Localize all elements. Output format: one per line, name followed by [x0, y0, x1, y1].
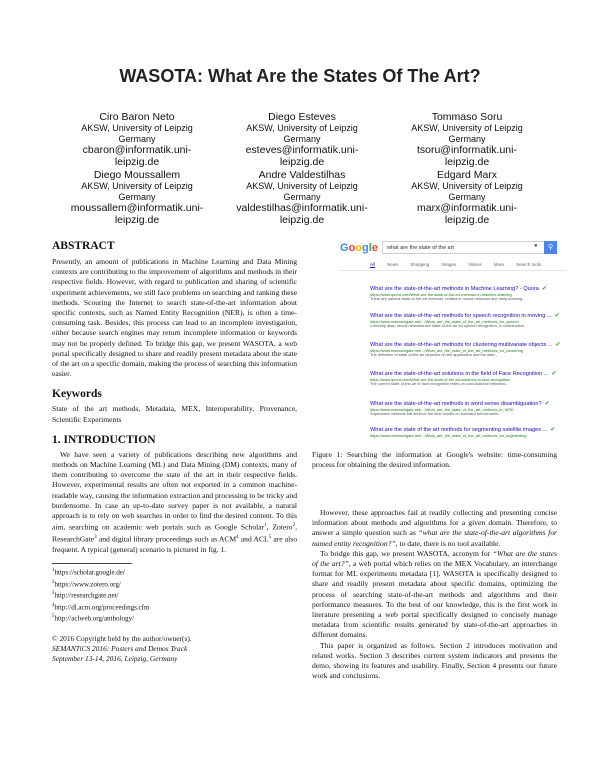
- abstract-heading: ABSTRACT: [52, 240, 115, 252]
- search-result: [370, 370, 557, 387]
- author-1: [52, 111, 222, 168]
- footnote-url[interactable]: http://researchgate.net/: [54, 591, 119, 600]
- result-title[interactable]: What are the state-of-the-art solutions in the field of Face Recognition ... ✔: [370, 371, 557, 377]
- author-6: [382, 169, 552, 226]
- tabs-divider: [340, 270, 566, 271]
- author-email: marx@informatik.uni-: [417, 202, 517, 214]
- date-line: September 13-14, 2016, Leipzig, Germany: [52, 654, 178, 664]
- author-email-domain: leipzig.de: [114, 156, 160, 168]
- paragraph: This paper is organized as follows. Section 2 introduces motivation and related works. Section 3 describes current system indicators and presents the demo, showing its features and usability. Finally, Section 4 presents our future work and conclusions.: [312, 640, 557, 681]
- author-affiliation: AKSW, University of Leipzig: [81, 123, 193, 133]
- footnote: $^3$http://researchgate.net/: [52, 591, 119, 600]
- search-result: [370, 426, 556, 438]
- author-name: Ciro Baron Neto: [99, 111, 175, 123]
- author-email: esteves@informatik.uni-: [245, 144, 359, 156]
- result-title[interactable]: What are the state-of-the-art methods for clustering multivariate objects ... ✔: [370, 342, 561, 348]
- check-icon: ✔: [541, 286, 547, 292]
- author-country: Germany: [283, 133, 321, 144]
- result-url: https://www.researchgate.net/.../What_are_the_state_of_the_art_methods_for_segmenting: [370, 433, 527, 438]
- result-snippet: There are various state-of-the-art methods, related to neural networks and deep learning...: [370, 296, 526, 301]
- result-url: https://www.researchgate.net/.../What_are_the_state_of_the_art_methods_for_speech: [370, 319, 519, 324]
- search-input[interactable]: what are the state of the art: [382, 241, 554, 254]
- footnote: $^2$https://www.zotero.org/: [52, 579, 121, 588]
- tab-more[interactable]: More: [493, 262, 505, 267]
- author-4: [52, 169, 222, 226]
- tab-all[interactable]: All: [370, 262, 376, 267]
- footnote: $^4$http://dl.acm.org/proceedings.cfm: [52, 602, 150, 612]
- google-search-bar: [340, 240, 566, 258]
- result-title[interactable]: What are the state of the art methods for segmenting satellite images ... ✔: [370, 427, 556, 433]
- author-affiliation: AKSW, University of Leipzig: [81, 181, 193, 191]
- result-snippet: The definition of state-of-the-art depends on the application and the data...: [370, 352, 498, 357]
- author-name: Diego Moussallem: [93, 169, 181, 181]
- microphone-icon[interactable]: ●: [534, 243, 538, 249]
- result-title[interactable]: What are the state-of-the-art methods for speech recognition in moving ... ✔: [370, 313, 560, 319]
- keywords-text: State of the art methods, Metadata, MEX, Interoperability, Provenance, Scientific Experiments: [52, 404, 297, 424]
- author-email: tsoru@informatik.uni-: [417, 144, 517, 156]
- footnote-url[interactable]: http://dl.acm.org/proceedings.cfm: [54, 603, 150, 612]
- footnote-rule: [52, 563, 132, 564]
- author-name: Edgard Marx: [436, 169, 498, 181]
- check-icon: ✔: [550, 427, 556, 433]
- search-result: [370, 341, 561, 358]
- author-email-domain: leipzig.de: [114, 214, 160, 226]
- tab-videos[interactable]: Videos: [468, 262, 482, 267]
- right-column-text: [312, 508, 557, 681]
- author-email: cbaron@informatik.uni-: [82, 144, 192, 156]
- tab-search-tools[interactable]: Search tools: [516, 262, 542, 267]
- author-country: Germany: [118, 133, 156, 144]
- result-url: https://www.researchgate.net/.../What_are_the_state_of_the_art_methods_for_clustering: [370, 348, 523, 353]
- search-result: [370, 312, 560, 329]
- search-icon: ⚲: [547, 243, 554, 251]
- footnote: $^1$https://scholar.google.de/: [52, 567, 125, 577]
- footnote-url[interactable]: https://scholar.google.de/: [54, 568, 125, 577]
- author-name: Tommaso Soru: [431, 111, 503, 123]
- author-email: valdestilhas@informatik.uni-: [236, 202, 368, 214]
- result-snippet: Currently deep neural networks are state-of-the-art for speech recognition, in combination...: [370, 323, 528, 328]
- search-tabs: [370, 262, 553, 267]
- result-title[interactable]: What are the state-of-the-art methods in Machine Learning? - Quora ✔: [370, 286, 547, 292]
- search-button[interactable]: [544, 241, 557, 254]
- check-icon: ✔: [555, 342, 561, 348]
- venue-line: SEMANTiCS 2016: Posters and Demos Track: [52, 644, 188, 654]
- author-affiliation: AKSW, University of Leipzig: [246, 181, 358, 191]
- check-icon: ✔: [544, 401, 550, 407]
- figure-1-google-screenshot: [312, 240, 570, 448]
- tab-images[interactable]: Images: [441, 262, 457, 267]
- copyright-block: [52, 634, 297, 664]
- result-url: https://www.quora.com/What-are-the-state-of-the-art-solutions-in-face-recognition: [370, 377, 510, 382]
- result-url: https://www.researchgate.net/.../What_are_the_state_of_the_art_methods_in_WSD: [370, 407, 514, 412]
- author-country: Germany: [118, 191, 156, 202]
- author-2: [217, 111, 387, 168]
- author-country: Germany: [448, 133, 486, 144]
- footnote-url[interactable]: http://aclweb.org/anthology/: [54, 614, 134, 623]
- keywords-heading: Keywords: [52, 388, 102, 401]
- author-country: Germany: [283, 191, 321, 202]
- abstract-text: Presently, an amount of publications in Machine Learning and Data Mining contexts are contributing to the improvement of algorithms and methods in their respective fields. However, with regard to publication and sharing of scientific experiment achievements, we still face problems on searching and ranking these methods. Scouring the Internet to search state-of-the-art information about specific contexts, such as Named Entity Recognition (NER), is often a time-consuming task. Besides, this process can lead to an incomplete investigation, either because search engines may return incomplete information or keywords may not be properly defined. To bridge this gap, we present WASOTA, a web portal specifically designed to share and readily present metadata about the state of the art on a specific domain, making the process of searching this information easier.: [52, 257, 297, 379]
- tab-shopping[interactable]: Shopping: [410, 262, 430, 267]
- introduction-heading: 1. INTRODUCTION: [52, 433, 156, 446]
- check-icon: ✔: [551, 371, 557, 377]
- copyright-line: © 2016 Copyright held by the author/owner(s).: [52, 634, 192, 644]
- figure-caption: Figure 1: Searching the information at Google's website: time-consuming process for obtaining the desired information.: [312, 450, 557, 470]
- author-affiliation: AKSW, University of Leipzig: [411, 181, 523, 191]
- author-email-domain: leipzig.de: [444, 214, 490, 226]
- search-result: [370, 285, 550, 302]
- author-5: [217, 169, 387, 226]
- result-snippet: The current state-of-the-art in face recognition relies on convolutional networks...: [370, 381, 509, 386]
- footnote: $^5$http://aclweb.org/anthology/: [52, 614, 134, 623]
- paragraph: To bridge this gap, we present WASOTA, acronym for “What are the states of the art?”, a web portal which relies on the MEX Vocabulary, an interchange format for ML experiments metadata [1]. WASOTA is specifically designed to share and readily present metadata about specific domains, optimizing the process of searching state-of-the-art methods and algorithms and their performance measures. To the best of our knowledge, this is the first work in literature presenting a web portal specifically designed to concisely manage metadata from scientific results generated by state-of-the-art approaches in different domains.: [312, 548, 557, 640]
- check-icon: ✔: [554, 313, 560, 319]
- paragraph: However, these approaches fail at readily collecting and presenting concise information about methods and algorithms for a given domain. Therefore, to answer a simple question such as “what are the state-of-the-art algorithms for named entity recognition?”, to date, there is no tool available.: [312, 508, 557, 548]
- author-affiliation: AKSW, University of Leipzig: [246, 123, 358, 133]
- left-column: [52, 240, 297, 664]
- author-name: Andre Valdestilhas: [258, 169, 346, 181]
- result-url: https://www.quora.com/What-are-the-state-of-the-art-methods-in-machine-learning: [370, 292, 512, 297]
- search-result: [370, 400, 550, 417]
- author-3: [382, 111, 552, 168]
- author-email: moussallem@informatik.uni-: [70, 202, 204, 214]
- tab-news[interactable]: News: [387, 262, 399, 267]
- footnote-url[interactable]: https://www.zotero.org/: [54, 579, 121, 588]
- author-affiliation: AKSW, University of Leipzig: [411, 123, 523, 133]
- introduction-text: We have seen a variety of publications describing new algorithms and methods on Machine Learning (ML) and Data Mining (DM) contexts, many of them contributing to overcome the state of the art in their respective fields. However, experimental results are often not exported in a common machine-readable way, causing the information extraction and processing to be tricky and burdensome. In case an up-to-date survey paper is not available, a natural approach is to rely on web searches in order to find the desired content. To this aim, searching on academic web portals such as Google Scholar$^1$, Zotero$^2$, ResearchGate$^3$ and digital library proceedings such as ACM$^4$ and ACL$^5$ are also frequent. A typical (general) scenario is pictured in fig. 1.: [52, 449, 298, 554]
- paper-title: WASOTA: What Are the States Of The Art?: [119, 66, 481, 86]
- footnotes: [52, 566, 297, 624]
- author-email-domain: leipzig.de: [279, 156, 325, 168]
- google-logo: Google: [340, 242, 378, 254]
- result-snippet: Supervised methods still achieve the best results on standard benchmarks...: [370, 411, 502, 416]
- author-email-domain: leipzig.de: [279, 214, 325, 226]
- result-title[interactable]: What are the state-of-the-art methods in word sense disambiguation? ✔: [370, 401, 550, 407]
- author-name: Diego Esteves: [268, 111, 336, 123]
- author-country: Germany: [448, 191, 486, 202]
- author-email-domain: leipzig.de: [444, 156, 490, 168]
